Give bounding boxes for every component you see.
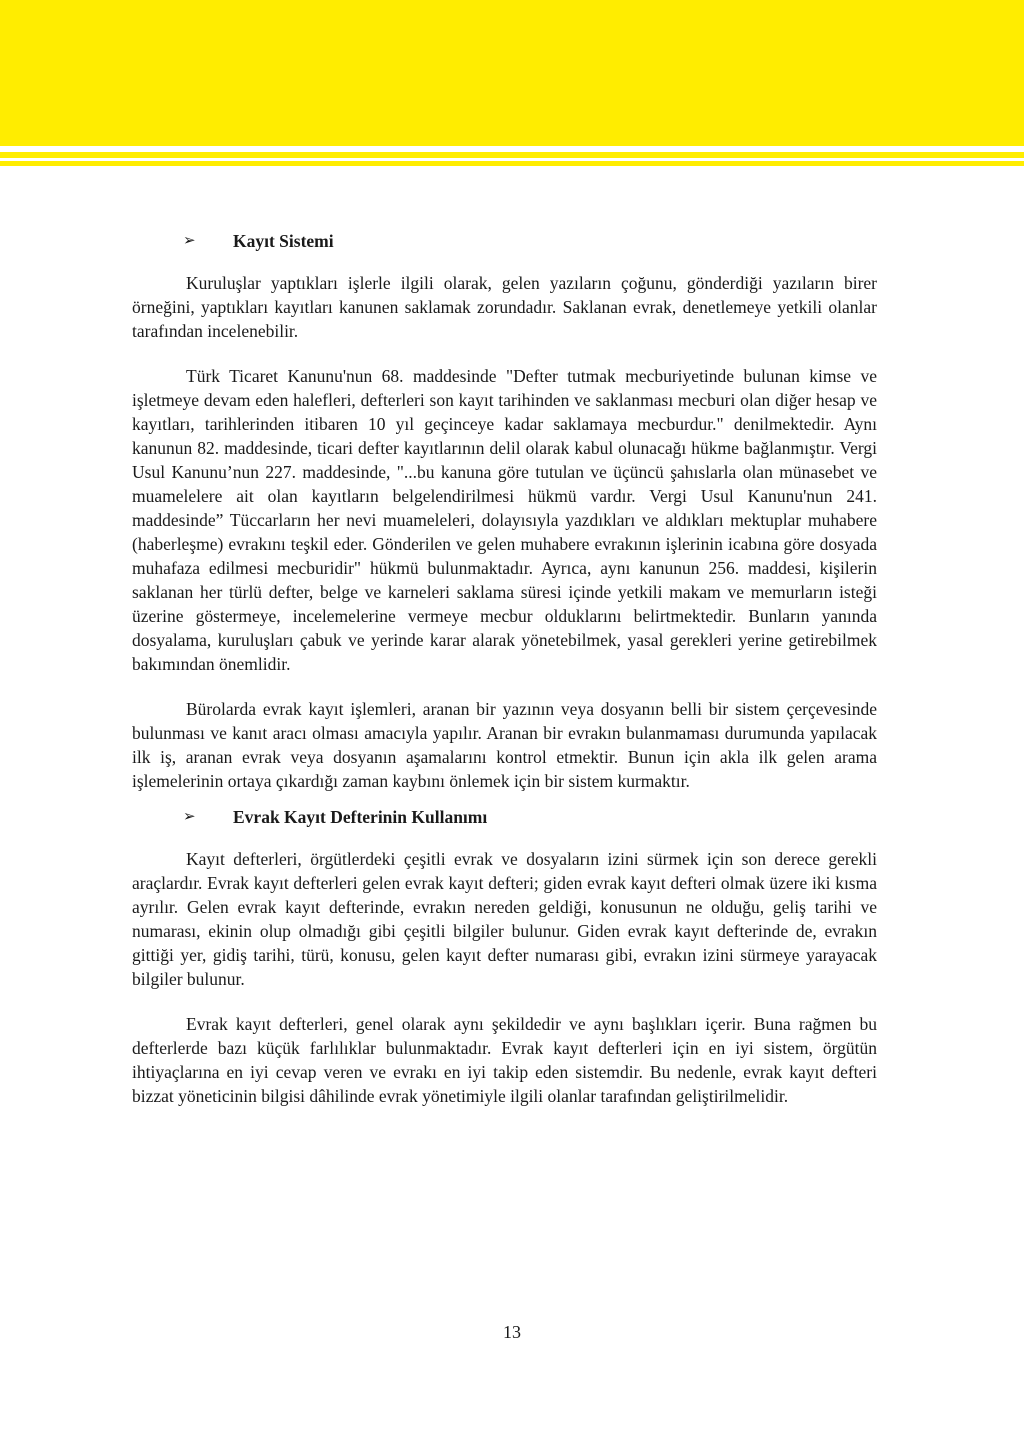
page-number: 13 (503, 1322, 521, 1342)
section-heading-text: Kayıt Sistemi (233, 231, 334, 251)
paragraph: Bürolarda evrak kayıt işlemleri, aranan bir yazının veya dosyanın belli bir sistem çerçevesinde bulunması ve kanıt aracı olması amacıyla yapılır. Aranan bir evrakın bulanmaması durumunda yapılacak ilk iş, aranan evrak veya dosyanın aşamalarını kontrol etmektir. Bunun için akla ilk gelen arama işlemelerinin ortaya çıkardığı zaman kaybını önlemek için bir sistem kurmaktır. (132, 699, 877, 791)
bullet-arrow-icon: ➢ (183, 809, 196, 825)
paragraph: Kayıt defterleri, örgütlerdeki çeşitli evrak ve dosyaların izini sürmek için son derece gerekli araçlardır. Evrak kayıt defterleri gelen evrak kayıt defteri; giden evrak kayıt defteri olmak üzere iki kısma ayrılır. Gelen evrak kayıt defterinde, evrakın nereden geldiği, konusunun ne olduğu, geliş tarihi ve numarası, ekinin olup olmadığı gibi çeşitli bilgiler bulunur. Giden evrak kayıt defterinde de, evrakın gittiği yer, gidiş tarihi, türü, konusu, gelen kayıt defter numarası gibi, evrakın izini sürmeye yarayacak bilgiler bulunur. (132, 849, 877, 989)
bullet-arrow-icon: ➢ (183, 233, 196, 249)
page-content (132, 229, 877, 1108)
header-stripe-lower (0, 161, 1024, 166)
paragraph: Evrak kayıt defterleri, genel olarak aynı şekildedir ve aynı başlıkları içerir. Buna rağmen bu defterlerde bazı küçük farlılıklar bulunmaktadır. Evrak kayıt defterleri için en iyi sistem, örgütün ihtiyaçlarına en iyi cevap veren ve evrakı en iyi takip eden sistemdir. Bu nedenle, evrak kayıt defteri bizzat yöneticinin bilgisi dâhilinde evrak yönetimiyle ilgili olanlar tarafından geliştirilmelidir. (132, 1014, 877, 1106)
header-stripe-upper (0, 152, 1024, 158)
paragraph: Kuruluşlar yaptıkları işlerle ilgili olarak, gelen yazıların çoğunu, gönderdiği yazıların birer örneğini, yaptıkları kayıtları kanunen saklamak zorundadır. Saklanan evrak, denetlemeye yetkili olanlar tarafından incelenebilir. (132, 273, 877, 341)
section-heading-text: Evrak Kayıt Defterinin Kullanımı (233, 807, 488, 827)
section-heading-evrak-kayit-defteri (132, 805, 877, 829)
header-yellow-band (0, 0, 1024, 146)
section-heading-kayit-sistemi (132, 229, 877, 253)
paragraph: Türk Ticaret Kanunu'nun 68. maddesinde "Defter tutmak mecburiyetinde bulunan kimse ve işletmeye devam eden halefleri, defterleri son kayıt tarihinden ve saklanması mecburi olan diğer hesap ve kayıtları, tarihlerinden itibaren 10 yıl geçinceye kadar saklamaya mecburdur." denilmektedir. Aynı kanunun 82. maddesinde, ticari defter kayıtlarının delil olarak kabul olunacağı hükme bağlanmıştır. Vergi Usul Kanunu’nun 227. maddesinde, "...bu kanuna göre tutulan ve üçüncü şahıslarla olan münasebet ve muamelelere ait olan kayıtların belgelendirilmesi hükmü vardır. Vergi Usul Kanunu'nun 241. maddesinde” Tüccarların her nevi muameleleri, dolayısıyla yazdıkları ve aldıkları mektuplar muhabere (haberleşme) evrakını teşkil eder. Gönderilen ve gelen muhabere evrakının işlerinin icabına göre dosyada muhafaza edilmesi mecburidir" hükmü bulunmaktadır. Ayrıca, aynı kanunun 256. maddesi, kişilerin saklanan her türlü defter, belge ve karneleri saklama süresi içinde yetkili makam ve memurların isteği üzerine göstermeye, incelemelerine vermeye mecbur olduklarını belirtmektedir. Bunların yanında dosyalama, kuruluşları çabuk ve yerinde karar alarak yönetebilmek, yasal gerekleri yerine getirebilmek bakımından önemlidir. (132, 366, 877, 674)
